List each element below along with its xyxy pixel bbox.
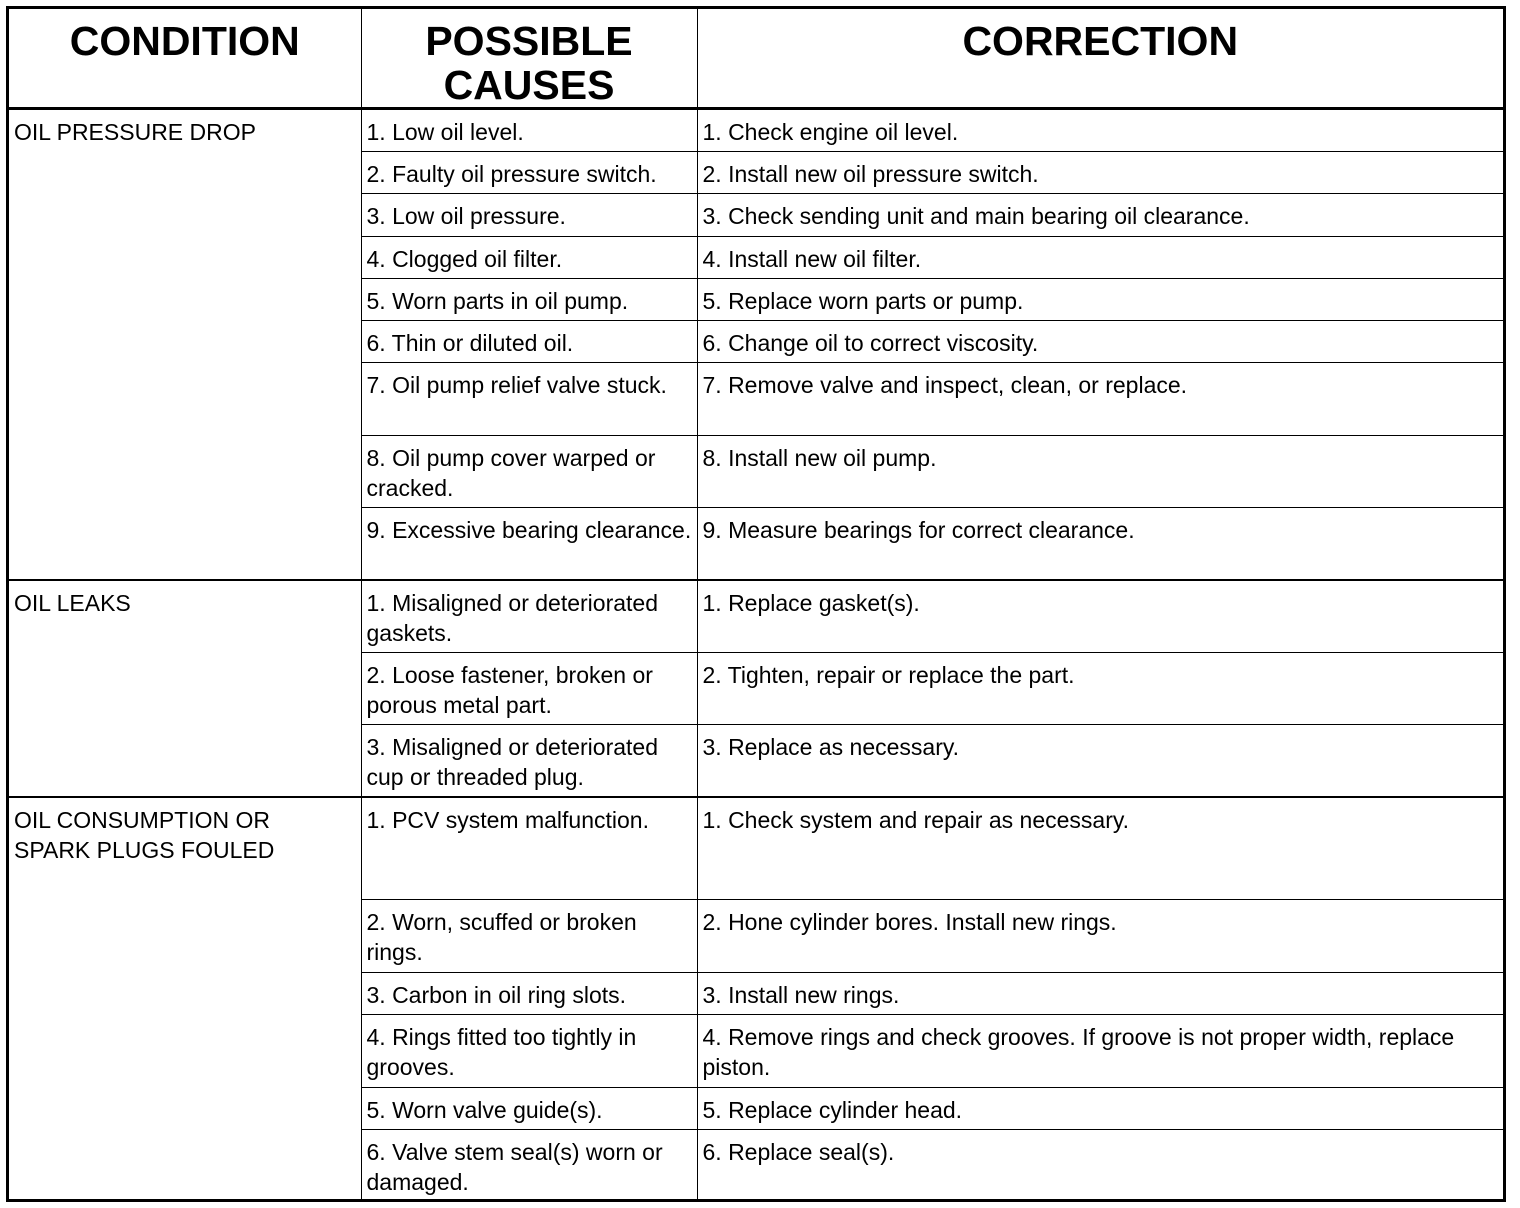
cause-cell: 6. Thin or diluted oil. [361, 321, 697, 363]
cause-cell: 2. Worn, scuffed or broken rings. [361, 899, 697, 972]
condition-label: OIL PRESSURE DROP [14, 119, 256, 145]
condition-label-line2: SPARK PLUGS FOULED [14, 837, 275, 863]
diagnosis-table [9, 9, 1503, 1201]
correction-cell: 3. Replace as necessary. [697, 724, 1503, 797]
header-causes-line1: POSSIBLE [425, 18, 633, 64]
cause-cell: 3. Carbon in oil ring slots. [361, 972, 697, 1014]
condition-label: OIL LEAKS [14, 589, 131, 616]
correction-cell: 5. Replace cylinder head. [697, 1087, 1503, 1129]
correction-cell: 1. Replace gasket(s). [697, 580, 1503, 653]
correction-cell: 8. Install new oil pump. [697, 436, 1503, 508]
header-causes-line2: CAUSES [443, 62, 615, 108]
header-row [9, 9, 1503, 109]
correction-cell: 1. Check system and repair as necessary. [697, 797, 1503, 899]
cause-cell: 5. Worn parts in oil pump. [361, 279, 697, 321]
cause-cell: 9. Excessive bearing clearance. [361, 508, 697, 580]
cause-cell: 2. Faulty oil pressure switch. [361, 152, 697, 194]
table-row [9, 580, 1503, 653]
correction-cell: 5. Replace worn parts or pump. [697, 279, 1503, 321]
correction-cell: 9. Measure bearings for correct clearance. [697, 508, 1503, 580]
correction-cell: 3. Install new rings. [697, 972, 1503, 1014]
header-correction: CORRECTION [697, 9, 1503, 109]
diagnosis-table-frame [6, 6, 1506, 1202]
condition-label-line1: OIL CONSUMPTION OR [14, 807, 270, 833]
condition-cell [9, 109, 361, 580]
correction-cell: 2. Tighten, repair or replace the part. [697, 652, 1503, 724]
cause-cell: 7. Oil pump relief valve stuck. [361, 363, 697, 436]
cause-cell: 3. Misaligned or deteriorated cup or threaded plug. [361, 724, 697, 797]
cause-cell: 1. Low oil level. [361, 109, 697, 152]
cause-cell: 3. Low oil pressure. [361, 194, 697, 237]
cause-cell: 4. Rings fitted too tightly in grooves. [361, 1014, 697, 1087]
table-row [9, 109, 1503, 152]
correction-cell: 7. Remove valve and inspect, clean, or replace. [697, 363, 1503, 436]
correction-cell: 4. Remove rings and check grooves. If groove is not proper width, replace piston. [697, 1014, 1503, 1087]
cause-cell: 8. Oil pump cover warped or cracked. [361, 436, 697, 508]
header-possible-causes [361, 9, 697, 109]
correction-cell: 4. Install new oil filter. [697, 237, 1503, 279]
correction-cell: 1. Check engine oil level. [697, 109, 1503, 152]
correction-cell: 2. Install new oil pressure switch. [697, 152, 1503, 194]
correction-cell: 6. Change oil to correct viscosity. [697, 321, 1503, 363]
header-condition: CONDITION [9, 9, 361, 109]
table-row [9, 797, 1503, 899]
condition-cell [9, 580, 361, 798]
correction-cell: 3. Check sending unit and main bearing oil clearance. [697, 194, 1503, 237]
cause-cell: 4. Clogged oil filter. [361, 237, 697, 279]
cause-cell: 6. Valve stem seal(s) worn or damaged. [361, 1129, 697, 1201]
cause-cell: 5. Worn valve guide(s). [361, 1087, 697, 1129]
cause-cell: 1. Misaligned or deteriorated gaskets. [361, 580, 697, 653]
cause-cell: 2. Loose fastener, broken or porous metal part. [361, 652, 697, 724]
correction-cell: 2. Hone cylinder bores. Install new rings. [697, 899, 1503, 972]
cause-cell: 1. PCV system malfunction. [361, 797, 697, 899]
condition-cell [9, 797, 361, 1201]
correction-cell: 6. Replace seal(s). [702, 1138, 895, 1165]
